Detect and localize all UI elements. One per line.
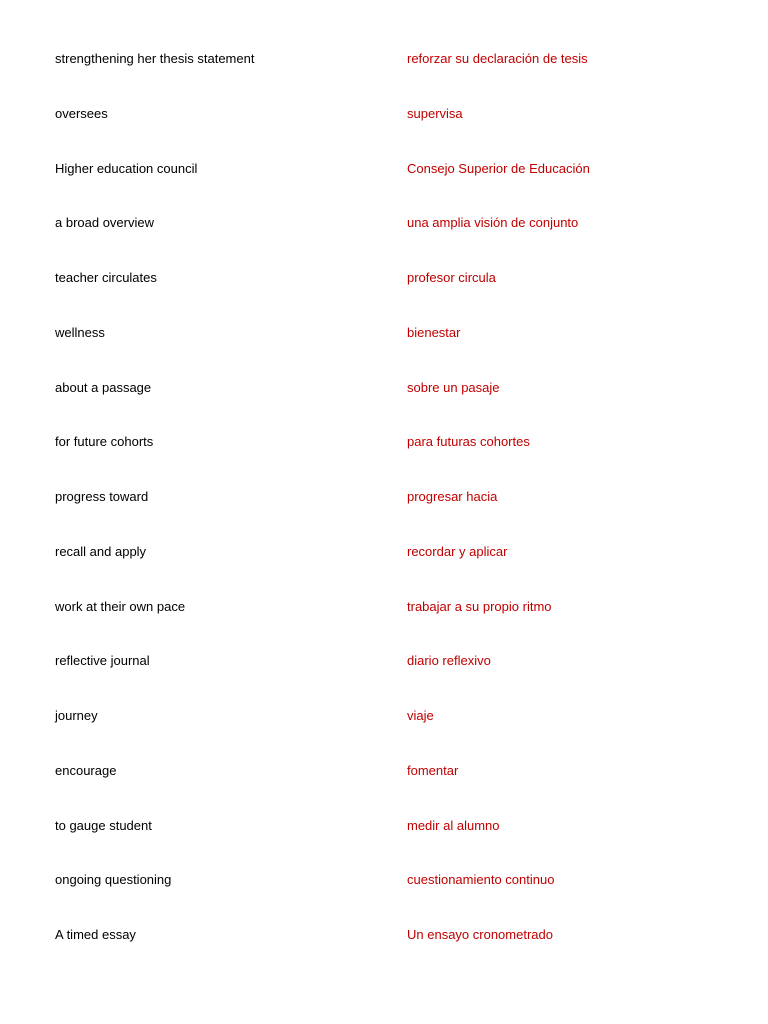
list-item: [0, 817, 768, 872]
spanish-translation: sobre un pasaje: [407, 379, 500, 395]
list-item: [0, 543, 768, 598]
vocabulary-list: [0, 50, 768, 981]
english-term: for future cohorts: [55, 434, 154, 450]
english-term: A timed essay: [55, 927, 136, 942]
english-term: a broad overview: [55, 215, 154, 231]
list-item: [0, 214, 768, 269]
list-item: [0, 433, 768, 488]
spanish-translation: supervisa: [407, 105, 463, 121]
list-item: [0, 762, 768, 817]
english-term: progress toward: [55, 489, 149, 504]
list-item: [0, 652, 768, 707]
list-item: [0, 269, 768, 324]
english-term: about a passage: [55, 379, 152, 395]
spanish-translation: para futuras cohortes: [407, 434, 530, 450]
spanish-translation: Consejo Superior de Educación: [407, 160, 590, 176]
list-item: [0, 160, 768, 215]
spanish-translation: progresar hacia: [407, 489, 498, 504]
english-term: wellness: [55, 324, 105, 340]
spanish-translation: fomentar: [407, 762, 459, 778]
spanish-translation: bienestar: [407, 324, 461, 340]
english-term: work at their own pace: [55, 598, 186, 614]
english-term: to gauge student: [55, 817, 152, 833]
english-term: strengthening her thesis statement: [55, 51, 255, 66]
list-item: [0, 50, 768, 105]
english-term: journey: [55, 708, 98, 723]
spanish-translation: reforzar su declaración de tesis: [407, 51, 588, 66]
spanish-translation: viaje: [407, 708, 434, 723]
list-item: [0, 871, 768, 926]
list-item: [0, 707, 768, 762]
list-item: [0, 379, 768, 434]
list-item: [0, 488, 768, 543]
english-term: reflective journal: [55, 653, 150, 669]
english-term: oversees: [55, 105, 108, 121]
english-term: teacher circulates: [55, 270, 157, 285]
list-item: [0, 598, 768, 653]
spanish-translation: recordar y aplicar: [407, 543, 508, 559]
spanish-translation: profesor circula: [407, 270, 496, 285]
english-term: ongoing questioning: [55, 872, 172, 888]
list-item: [0, 105, 768, 160]
english-term: Higher education council: [55, 160, 198, 176]
list-item: [0, 324, 768, 379]
english-term: recall and apply: [55, 543, 147, 559]
english-term: encourage: [55, 762, 117, 778]
spanish-translation: Un ensayo cronometrado: [407, 927, 553, 942]
spanish-translation: una amplia visión de conjunto: [407, 215, 579, 231]
spanish-translation: medir al alumno: [407, 817, 500, 833]
spanish-translation: cuestionamiento continuo: [407, 872, 555, 888]
spanish-translation: diario reflexivo: [407, 653, 491, 669]
list-item: [0, 926, 768, 981]
spanish-translation: trabajar a su propio ritmo: [407, 598, 552, 614]
